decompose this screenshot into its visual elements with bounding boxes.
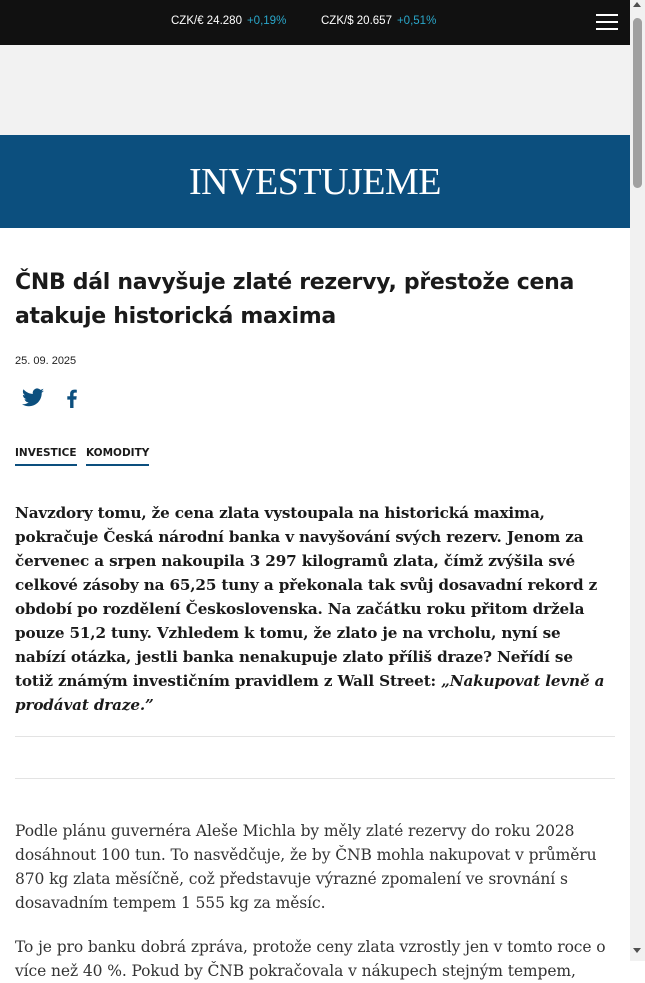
- ticker-pair-eur: CZK/€ 24.280: [171, 15, 242, 27]
- ticker-item-usd[interactable]: [321, 15, 436, 27]
- hamburger-menu-icon[interactable]: [596, 13, 618, 31]
- article-paragraph: Podle plánu guvernéra Aleše Michla by měly zlaté rezervy do roku 2028 dosáhnout 100 tun. To nasvědčuje, že by ČNB mohla nakupovat v průměru 870 kg zlata měsíčně, což představuje výrazné zpomalení ve srovnání s dosavadním tempem 1 555 kg za měsíc.: [15, 822, 597, 912]
- currency-ticker-bar: [0, 0, 630, 45]
- article-lead: [15, 501, 605, 717]
- ticker-pair-usd: CZK/$ 20.657: [321, 15, 392, 27]
- vertical-scrollbar[interactable]: [630, 0, 645, 961]
- ticker-item-eur[interactable]: [171, 15, 286, 27]
- ad-placeholder: [0, 45, 630, 135]
- scrollbar-thumb[interactable]: [633, 18, 642, 188]
- divider: [15, 778, 615, 779]
- article-headline: ČNB dál navyšuje zlaté rezervy, přestože cena atakuje historická maxima: [15, 270, 575, 329]
- ticker-change-eur: +0,19%: [246, 15, 287, 27]
- twitter-icon[interactable]: [21, 386, 45, 410]
- article-paragraph: To je pro banku dobrá zpráva, protože ceny zlata vzrostly jen v tomto roce o více než 40 %. Pokud by ČNB pokračovala v nákupech stejným tempem,: [15, 938, 606, 980]
- scroll-up-arrow-icon[interactable]: [633, 2, 641, 7]
- tag-komodity[interactable]: KOMODITY: [86, 447, 149, 466]
- site-logo[interactable]: INVESTUJEME: [188, 161, 442, 203]
- scroll-down-arrow-icon[interactable]: [633, 948, 641, 953]
- tag-investice[interactable]: INVESTICE: [15, 447, 77, 466]
- article-date: 25. 09. 2025: [15, 355, 77, 367]
- article-lead-text: Navzdory tomu, že cena zlata vystoupala na historická maxima, pokračuje Česká národní banka v navyšování svých rezerv. Jenom za červenec a srpen nakoupila 3 297 kilogramů zlata, čímž zvýšila své celkové zásoby na 65,25 tuny a překonala tak svůj dosavadní rekord z období po rozdělení Československa. Na začátku roku přitom držela pouze 51,2 tuny. Vzhledem k tomu, že zlato je na vrcholu, nyní se nabízí otázka, jestli banka nenakupuje zlato příliš draze? Neřídí se totiž známým investičním pravidlem z Wall Street:: [15, 504, 598, 690]
- facebook-icon[interactable]: [60, 386, 84, 410]
- divider: [15, 736, 615, 737]
- ticker-change-usd: +0,51%: [396, 15, 437, 27]
- article-lead-quote: „Nakupovat levně a prodávat draze.”: [15, 672, 605, 714]
